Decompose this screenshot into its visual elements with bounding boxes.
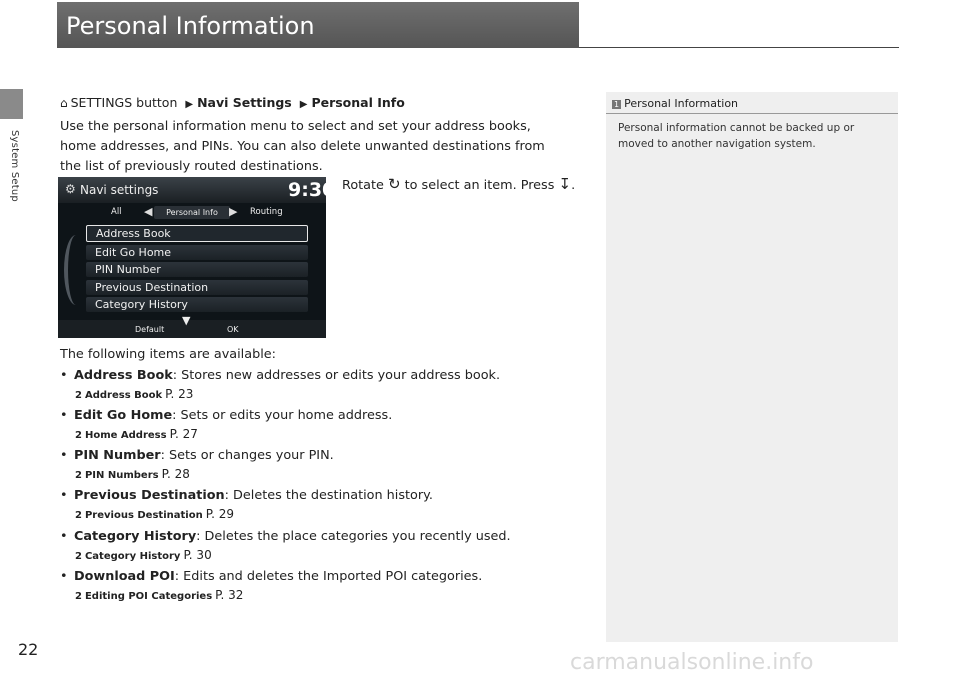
ref-page[interactable]: P. 32	[215, 588, 244, 602]
item-name: Previous Destination	[74, 488, 225, 503]
ref-label[interactable]: Editing POI Categories	[84, 591, 213, 602]
cross-reference[interactable]	[75, 387, 193, 401]
menu-item-pin-number[interactable]: PIN Number	[86, 262, 308, 277]
ok-button[interactable]: OK	[227, 325, 239, 334]
bullet-icon: •	[60, 408, 68, 423]
triangle-right-icon: ▶	[299, 99, 308, 110]
bullet-icon: •	[60, 368, 68, 383]
default-button[interactable]: Default	[135, 325, 165, 334]
menu-item-category-history[interactable]: Category History	[86, 297, 308, 312]
note-marker-icon: 1	[614, 100, 620, 109]
item-name: Download POI	[74, 569, 175, 584]
item-name: PIN Number	[74, 448, 161, 463]
cross-reference[interactable]	[75, 588, 243, 602]
bullet-icon: •	[60, 529, 68, 544]
item-name: Category History	[74, 529, 197, 544]
ref-label[interactable]: Address Book	[84, 390, 163, 401]
side-tab	[0, 89, 23, 119]
bullet-icon: •	[60, 488, 68, 503]
reference-arrow-icon: 2	[75, 551, 82, 562]
ref-label[interactable]: PIN Numbers	[84, 470, 159, 481]
item-desc: : Deletes the place categories you recently used.	[196, 529, 511, 544]
note-heading	[612, 97, 738, 110]
watermark: carmanualsonline.info	[570, 650, 814, 675]
press-knob-icon: ↧	[558, 175, 572, 193]
navi-screen	[58, 177, 336, 338]
item-desc: : Sets or edits your home address.	[172, 408, 393, 423]
triangle-right-icon: ▶	[185, 99, 194, 110]
bullet-icon: •	[60, 569, 68, 584]
note-panel	[606, 92, 898, 642]
ref-label[interactable]: Previous Destination	[84, 510, 203, 521]
note-body: Personal information cannot be backed up or moved to another navigation system.	[618, 122, 855, 150]
list-item	[60, 569, 482, 584]
item-desc: : Sets or changes your PIN.	[160, 448, 334, 463]
tab-personal-info[interactable]: Personal Info	[154, 206, 230, 219]
breadcrumb-step-personal-info: Personal Info	[311, 95, 405, 110]
ref-page[interactable]: P. 29	[205, 507, 234, 521]
header-rule	[579, 47, 899, 48]
breadcrumb-step-navi-settings: Navi Settings	[197, 95, 292, 110]
gear-icon: ⚙	[65, 182, 76, 196]
arrow-right-icon[interactable]: ▶	[229, 205, 238, 218]
ref-page[interactable]: P. 27	[169, 427, 198, 441]
page-title: Personal Information	[66, 12, 315, 40]
list-item	[60, 368, 500, 383]
intro-paragraph: Use the personal information menu to select and set your address books, home addresses, and PINs. You can also delete unwanted destinations from the list of previously routed destinations.	[60, 119, 545, 174]
page-number: 22	[18, 640, 39, 659]
item-desc: : Edits and deletes the Imported POI categories.	[174, 569, 483, 584]
ref-page[interactable]: P. 30	[183, 548, 212, 562]
item-name: Address Book	[74, 368, 173, 383]
ref-page[interactable]: P. 23	[165, 387, 194, 401]
menu-item-previous-destination[interactable]: Previous Destination	[86, 280, 308, 295]
list-item	[60, 448, 334, 463]
reference-arrow-icon: 2	[75, 430, 82, 441]
breadcrumb	[60, 95, 405, 110]
list-item	[60, 408, 392, 423]
ref-label[interactable]: Category History	[84, 551, 181, 562]
side-section-label: System Setup	[9, 130, 20, 202]
note-heading-text: Personal Information	[624, 97, 739, 110]
reference-arrow-icon: 2	[75, 591, 82, 602]
item-name: Edit Go Home	[74, 408, 173, 423]
menu-item-address-book[interactable]: Address Book	[86, 225, 308, 242]
screen-footer	[58, 314, 326, 338]
bullet-icon: •	[60, 448, 68, 463]
item-desc: : Stores new addresses or edits your address book.	[172, 368, 501, 383]
screen-scroll-arc	[64, 235, 88, 305]
list-item	[60, 488, 433, 503]
items-intro: The following items are available:	[60, 347, 276, 362]
rotate-instruction	[342, 175, 575, 193]
list-item	[60, 529, 511, 544]
home-icon: ⌂	[60, 96, 68, 110]
reference-arrow-icon: 2	[75, 510, 82, 521]
header-bar	[57, 2, 579, 48]
screen-title: Navi settings	[80, 183, 159, 197]
cross-reference[interactable]	[75, 427, 198, 441]
reference-arrow-icon: 2	[75, 390, 82, 401]
chevron-down-icon[interactable]: ▼	[182, 314, 191, 327]
period-text: .	[571, 178, 576, 193]
note-rule	[606, 113, 898, 114]
cross-reference[interactable]	[75, 507, 234, 521]
tab-all[interactable]: All	[111, 207, 122, 217]
ref-page[interactable]: P. 28	[161, 467, 190, 481]
screen-menu-list	[86, 225, 308, 315]
select-text: to select an item. Press	[404, 178, 555, 193]
tab-routing[interactable]: Routing	[250, 207, 283, 217]
ref-label[interactable]: Home Address	[84, 430, 167, 441]
screen-header	[58, 177, 336, 203]
reference-arrow-icon: 2	[75, 470, 82, 481]
breadcrumb-start: SETTINGS button	[70, 95, 178, 110]
screen-tabs	[58, 204, 326, 222]
cross-reference[interactable]	[75, 548, 212, 562]
menu-item-edit-go-home[interactable]: Edit Go Home	[86, 245, 308, 260]
arrow-left-icon[interactable]: ◀	[144, 205, 153, 218]
cross-reference[interactable]	[75, 467, 190, 481]
item-desc: : Deletes the destination history.	[224, 488, 433, 503]
rotate-text: Rotate	[342, 178, 384, 193]
screen-clock: 9:30	[288, 179, 336, 201]
rotate-knob-icon: ↻	[387, 175, 401, 193]
